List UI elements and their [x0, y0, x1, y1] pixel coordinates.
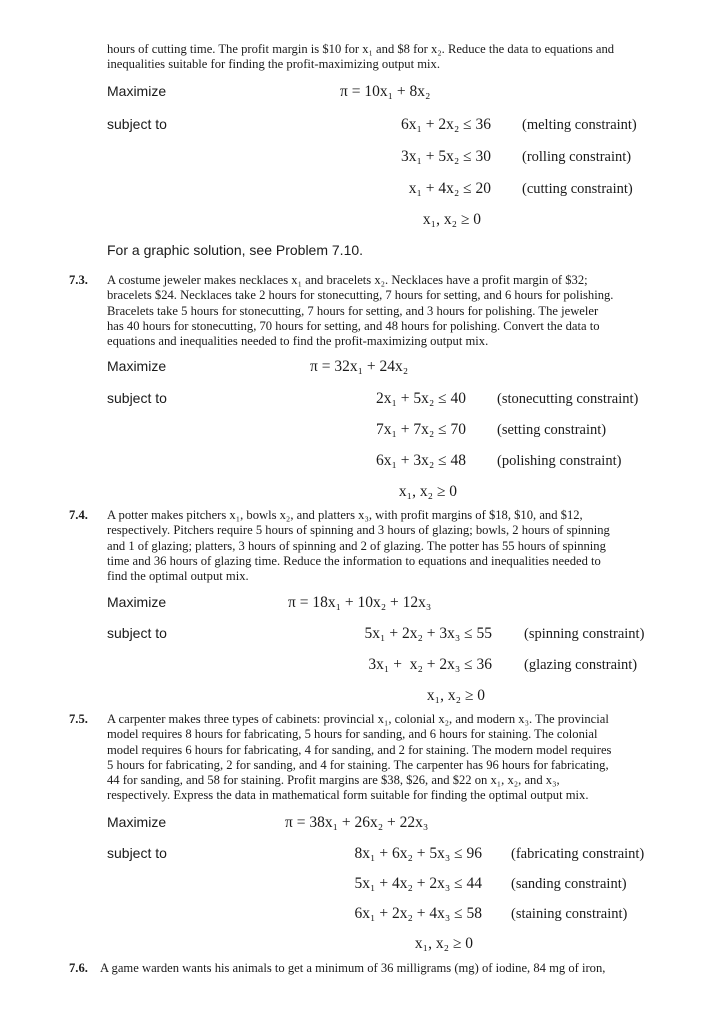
- problem-line: and 1 of glazing; platters, 3 hours of spinning and 2 of glazing. The potter has 55 hours of spinning: [107, 538, 606, 553]
- problem-line: bracelets $24. Necklaces take 2 hours for stonecutting, 7 hours for setting, and 6 hours for polishing.: [107, 288, 614, 303]
- constraint-expr: 5x₁ + 2x₂ + 3x₃ ≤ 55: [364, 625, 492, 642]
- objective-function: π = 10x₁ + 8x₂: [340, 83, 431, 100]
- objective-function: π = 18x₁ + 10x₂ + 12x₃: [288, 594, 432, 611]
- problem-line: time and 36 hours of glazing time. Reduce the information to equations and inequalities needed to: [107, 553, 601, 568]
- subject-to-label: subject to: [107, 116, 167, 132]
- constraint-note: (setting constraint): [497, 422, 607, 438]
- problem-line: respectively. Express the data in mathematical form suitable for finding the optimal output mix.: [107, 788, 589, 803]
- problem-number: 7.3.: [69, 273, 88, 287]
- objective-function: π = 32x₁ + 24x₂: [310, 358, 409, 375]
- constraint-note: (stonecutting constraint): [497, 391, 639, 407]
- objective-function: π = 38x₁ + 26x₂ + 22x₃: [285, 814, 429, 831]
- problem-line: A carpenter makes three types of cabinets: provincial x₁, colonial x₂, and modern x₃. The provincial: [107, 712, 609, 726]
- problem-text: [107, 273, 613, 349]
- nonnegativity-constraint: x₁, x₂ ≥ 0: [426, 687, 485, 704]
- constraint-note: (rolling constraint): [522, 149, 632, 165]
- maximize-label: Maximize: [107, 358, 167, 374]
- problem-line: A game warden wants his animals to get a minimum of 36 milligrams (mg) of iodine, 84 mg of iron,: [100, 961, 606, 975]
- constraint-expr: 3x₁ + x₂ + 2x₃ ≤ 36: [368, 656, 492, 673]
- subject-to-label: subject to: [107, 845, 167, 861]
- constraint-note: (melting constraint): [522, 117, 637, 133]
- constraint-note: (cutting constraint): [522, 181, 633, 197]
- constraint-note: (sanding constraint): [511, 876, 627, 892]
- intro-line: hours of cutting time. The profit margin is $10 for x₁ and $8 for x₂. Reduce the data to equations and: [107, 42, 615, 56]
- problem-line: model requires 8 hours for fabricating, 5 hours for sanding, and 6 hours for staining. The colonial: [107, 727, 598, 742]
- constraint-note: (glazing constraint): [524, 657, 638, 673]
- intro-line: inequalities suitable for finding the profit-maximizing output mix.: [107, 57, 440, 72]
- problem-line: equations and inequalities needed to find the profit-maximizing output mix.: [107, 334, 489, 349]
- constraint-note: (spinning constraint): [524, 626, 645, 642]
- nonnegativity-constraint: x₁, x₂ ≥ 0: [422, 211, 481, 228]
- subject-to-label: subject to: [107, 390, 167, 406]
- intro-paragraph: [107, 42, 614, 73]
- problem-line: 44 for sanding, and 58 for staining. Profit margins are $38, $26, and $22 on x₁, x₂, and x₃,: [107, 773, 560, 788]
- constraint-expr: 8x₁ + 6x₂ + 5x₃ ≤ 96: [354, 845, 482, 862]
- problem-text: [107, 508, 610, 584]
- problem-line: A potter makes pitchers x₁, bowls x₂, and platters x₃, with profit margins of $18, $10, and $12,: [107, 508, 583, 522]
- maximize-label: Maximize: [107, 594, 167, 610]
- constraint-note: (staining constraint): [511, 906, 628, 922]
- constraint-expr: 3x₁ + 5x₂ ≤ 30: [400, 148, 491, 165]
- constraint-expr: 6x₁ + 2x₂ ≤ 36: [400, 116, 491, 133]
- problem-line: 5 hours for fabricating, 2 for sanding, and 4 for staining. The carpenter has 96 hours for fabricating,: [107, 757, 609, 772]
- constraint-expr: 6x₁ + 3x₂ ≤ 48: [375, 452, 466, 469]
- maximize-label: Maximize: [107, 83, 167, 99]
- problem-line: find the optimal output mix.: [107, 569, 249, 584]
- problem-line: A costume jeweler makes necklaces x₁ and bracelets x₂. Necklaces have a profit margin of $32;: [107, 273, 588, 287]
- constraint-note: (polishing constraint): [497, 453, 622, 469]
- constraint-expr: 6x₁ + 2x₂ + 4x₃ ≤ 58: [354, 905, 482, 922]
- problem-number: 7.6.: [69, 961, 88, 975]
- nonnegativity-constraint: x₁, x₂ ≥ 0: [414, 935, 473, 952]
- constraint-note: (fabricating constraint): [511, 846, 645, 862]
- problem-line: has 40 hours for stonecutting, 70 hours for setting, and 48 hours for polishing. Convert the data to: [107, 318, 600, 333]
- nonnegativity-constraint: x₁, x₂ ≥ 0: [398, 483, 457, 500]
- constraint-expr: x₁ + 4x₂ ≤ 20: [408, 180, 491, 197]
- problem-number: 7.5.: [69, 712, 88, 726]
- constraint-expr: 5x₁ + 4x₂ + 2x₃ ≤ 44: [354, 875, 482, 892]
- problem-number: 7.4.: [69, 508, 88, 522]
- graphic-solution-note: For a graphic solution, see Problem 7.10.: [107, 242, 364, 258]
- subject-to-label: subject to: [107, 625, 167, 641]
- problem-line: respectively. Pitchers require 5 hours of spinning and 3 hours of glazing; bowls, 2 hours of spinning: [107, 523, 610, 538]
- problem-line: model requires 6 hours for fabricating, 4 for sanding, and 2 for staining. The modern model requires: [107, 742, 612, 757]
- problem-text: [107, 712, 611, 804]
- problem-line: Bracelets take 5 hours for stonecutting, 7 hours for setting, and 3 hours for polishing. The jeweler: [107, 303, 599, 318]
- constraint-expr: 2x₁ + 5x₂ ≤ 40: [375, 390, 466, 407]
- maximize-label: Maximize: [107, 814, 167, 830]
- constraint-expr: 7x₁ + 7x₂ ≤ 70: [375, 421, 466, 438]
